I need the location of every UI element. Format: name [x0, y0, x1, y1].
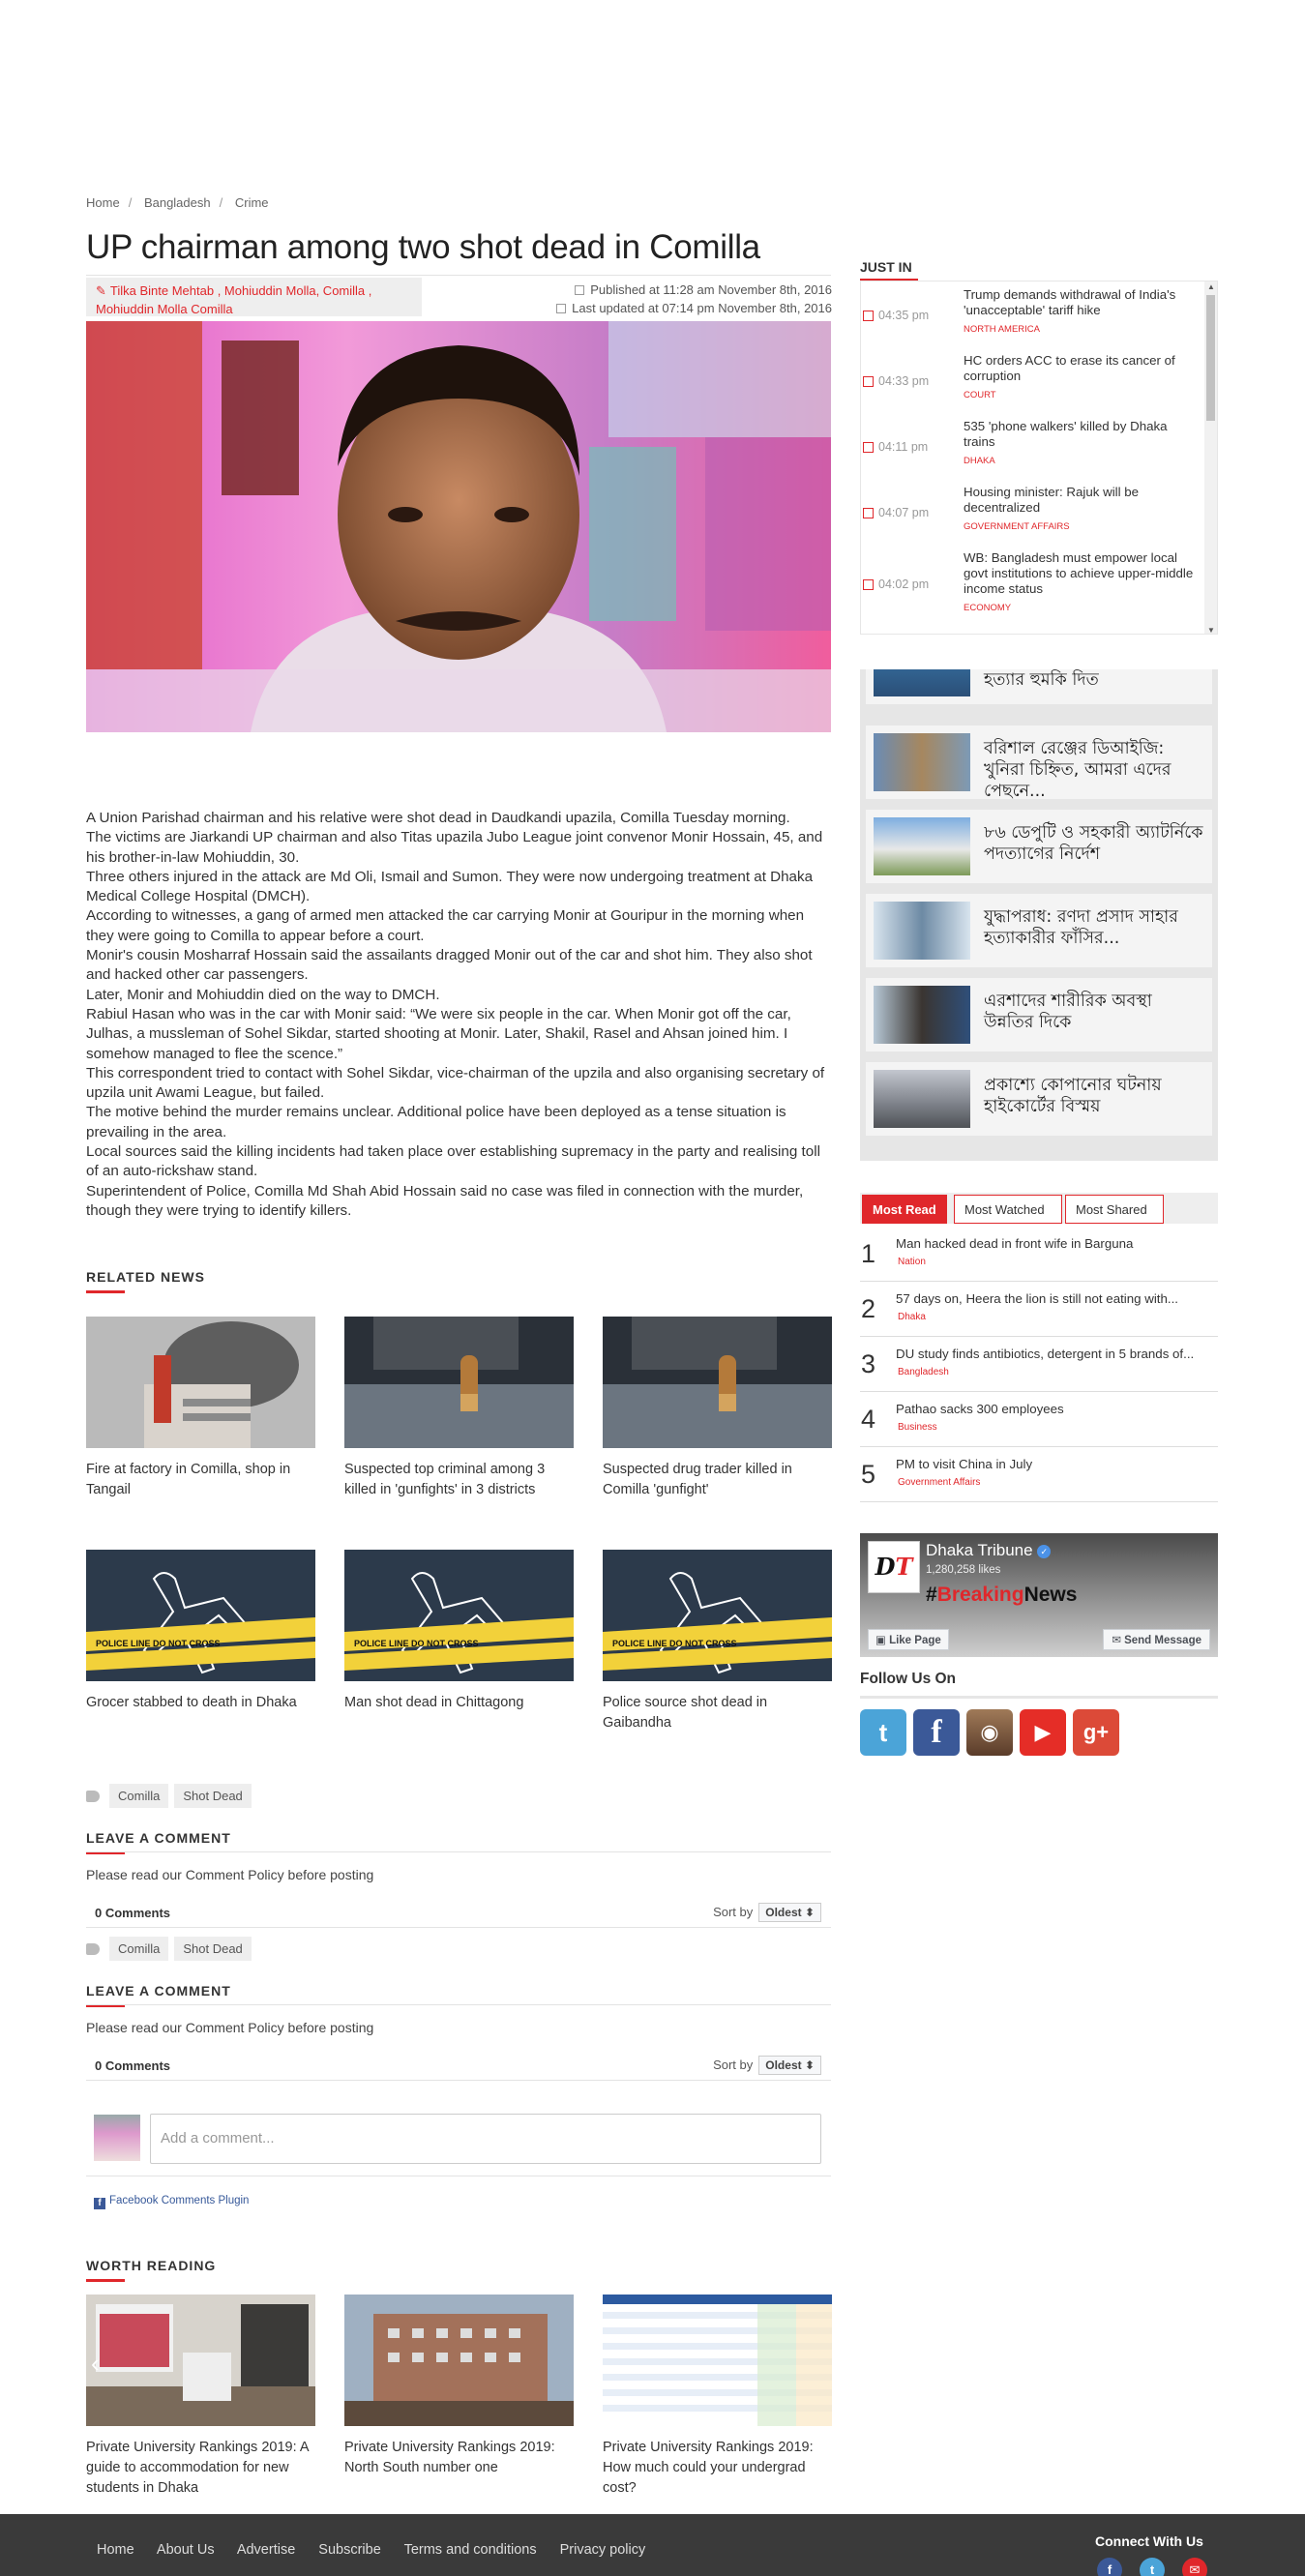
page-likes: 1,280,258 likes	[926, 1564, 1001, 1576]
rank-number: 3	[861, 1349, 876, 1378]
worth-title[interactable]: Private University Rankings 2019: A guide to accommodation for new students in Dhaka	[86, 2440, 309, 2496]
related-title[interactable]: Suspected top criminal among 3 killed in 'gunfights' in 3 districts	[344, 1462, 546, 1497]
bangla-news-item[interactable]	[866, 1062, 1212, 1136]
article-paragraph: Monir's cousin Mosharraf Hossain said the assailants dragged Monir out of the car and shot him. They also shot and hacked other car passengers.	[86, 947, 813, 984]
footer-link-advertise[interactable]: Advertise	[236, 2542, 296, 2558]
twitter-icon[interactable]: t	[860, 1709, 906, 1756]
tag-shot-dead[interactable]: Shot Dead	[174, 1784, 251, 1808]
related-title[interactable]: Fire at factory in Comilla, shop in Tangail	[86, 1462, 291, 1497]
bangla-news-thumb[interactable]	[874, 733, 970, 791]
related-thumb[interactable]	[344, 1550, 574, 1681]
instagram-icon[interactable]: ◉	[966, 1709, 1013, 1756]
scroll-up-icon[interactable]: ▲	[1207, 282, 1215, 291]
footer-link-terms[interactable]: Terms and conditions	[403, 2542, 537, 2558]
worth-title[interactable]: Private University Rankings 2019: North South number one	[344, 2440, 555, 2475]
breadcrumb: Home / Bangladesh / Crime	[86, 195, 269, 210]
facebook-page-widget[interactable]	[860, 1533, 1218, 1657]
most-read-category[interactable]: Business	[898, 1422, 937, 1433]
bangla-news-box	[860, 669, 1218, 1161]
leave-comment-heading: LEAVE A COMMENT	[86, 1830, 231, 1846]
facebook-icon: ▣	[875, 1635, 890, 1646]
worth-card[interactable]	[603, 2295, 832, 2499]
footer	[0, 2514, 1305, 2576]
author-box	[86, 278, 422, 316]
just-in-category[interactable]: ECONOMY	[964, 603, 1012, 613]
tag-shot-dead[interactable]: Shot Dead	[174, 1937, 251, 1961]
worth-thumb[interactable]	[86, 2295, 315, 2426]
bangla-news-thumb[interactable]	[874, 669, 970, 696]
divider	[86, 1851, 831, 1852]
chevron-left-icon[interactable]: ‹	[91, 2349, 100, 2378]
tag-icon	[86, 1791, 100, 1802]
worth-title[interactable]: Private University Rankings 2019: How much could your undergrad cost?	[603, 2440, 814, 2496]
article-paragraph: Superintendent of Police, Comilla Md Shah Abid Hossain said no case was filed in connection with the murder, though they were trying to identify killers.	[86, 1182, 804, 1219]
bangla-news-title[interactable]: হত্যার হুমকি দিত	[984, 670, 1099, 690]
just-in-time: 04:35 pm	[878, 309, 930, 322]
scrollbar[interactable]	[1204, 281, 1217, 635]
article-paragraph: The victims are Jiarkandi UP chairman and also Titas upazila Jubo League joint convenor Monir Hossain, 45, and his brother-in-law Mohiuddin, 30.	[86, 829, 823, 866]
follow-us-heading: Follow Us On	[860, 1671, 957, 1687]
bangla-news-title[interactable]: ৮৬ ডেপুটি ও সহকারী অ্যাটর্নিকে পদত্যাগের নির্দেশ	[984, 823, 1203, 864]
bangla-news-title[interactable]: বরিশাল রেঞ্জের ডিআইজি: খুনিরা চিহ্নিত, আমরা এদের পেছনে...	[984, 739, 1172, 801]
related-card[interactable]	[344, 1317, 574, 1500]
author-links[interactable]: Tilka Binte Mehtab , Mohiuddin Molla, Comilla ,	[109, 283, 372, 298]
comment-composer	[86, 2109, 831, 2176]
tag-list	[86, 1937, 257, 1961]
divider	[860, 1696, 1218, 1699]
footer-link-home[interactable]: Home	[97, 2542, 134, 2558]
bangla-news-thumb[interactable]	[874, 902, 970, 960]
related-card[interactable]	[603, 1317, 832, 1500]
sort-label: Sort by	[713, 2058, 754, 2072]
article-paragraph: This correspondent tried to contact with Sohel Sikdar, vice-chairman of the upzila and also organising secretary of upzila unit Awami League, but failed.	[86, 1064, 825, 1102]
worth-thumb[interactable]	[344, 2295, 574, 2426]
related-card[interactable]	[603, 1550, 832, 1733]
sort-value: Oldest	[765, 2058, 802, 2072]
dhaka-tribune-logo[interactable]: DT	[868, 1541, 920, 1593]
worth-thumb[interactable]	[603, 2295, 832, 2426]
comment-bar	[86, 2052, 831, 2081]
published-time: Published at 11:28 am November 8th, 2016	[590, 282, 832, 297]
most-read-item[interactable]	[860, 1393, 1218, 1447]
most-read-item[interactable]	[860, 1283, 1218, 1337]
like-page-button[interactable]: ▣ Like Page	[868, 1629, 949, 1650]
most-read-category[interactable]: Nation	[898, 1257, 926, 1267]
bangla-news-item[interactable]	[866, 978, 1212, 1051]
worth-card[interactable]	[86, 2295, 315, 2499]
comment-bar	[86, 1899, 831, 1928]
tab-most-read[interactable]: Most Read	[862, 1195, 947, 1224]
plugin-label[interactable]: Facebook Comments Plugin	[109, 2195, 250, 2206]
related-title[interactable]: Police source shot dead in Gaibandha	[603, 1695, 768, 1731]
comment-policy: Please read our Comment Policy before posting	[86, 1867, 374, 1882]
bangla-news-item[interactable]	[866, 810, 1212, 883]
most-tabs	[860, 1193, 1218, 1224]
bangla-news-thumb[interactable]	[874, 817, 970, 875]
article-paragraph: A Union Parishad chairman and his relative were shot dead in Daudkandi upazila, Comilla Tuesday morning.	[86, 810, 790, 826]
comment-input[interactable]: Add a comment...	[150, 2114, 821, 2164]
most-read-title[interactable]: 57 days on, Heera the lion is still not eating with...	[896, 1291, 1178, 1306]
sort-control	[713, 1903, 821, 1922]
related-card[interactable]	[344, 1550, 574, 1713]
checkbox-icon	[863, 376, 874, 387]
verified-icon: ✓	[1037, 1545, 1051, 1558]
just-in-title[interactable]: HC orders ACC to erase its cancer of corruption	[964, 353, 1175, 383]
just-in-list	[860, 281, 1218, 635]
youtube-icon[interactable]: ▶	[1020, 1709, 1066, 1756]
page-name[interactable]: Dhaka Tribune ✓	[926, 1541, 1051, 1560]
sort-value: Oldest	[765, 1906, 802, 1919]
tab-most-shared[interactable]: Most Shared	[1065, 1195, 1164, 1224]
related-thumb[interactable]	[603, 1317, 832, 1448]
divider	[86, 2004, 831, 2005]
comment-count: 0 Comments	[95, 2058, 171, 2073]
article-paragraph: Local sources said the killing incidents had taken place over establishing supremacy in the party and realising toll of an auto-rickshaw stand.	[86, 1143, 820, 1180]
twitter-icon[interactable]: t	[1140, 2558, 1165, 2576]
tape-text: POLICE LINE DO NOT CROSS	[96, 1639, 221, 1648]
facebook-icon[interactable]: f	[1097, 2558, 1122, 2576]
publish-info	[542, 281, 832, 317]
just-in-category[interactable]: COURT	[964, 390, 996, 400]
article-paragraph: The motive behind the murder remains unclear. Additional police have been deployed as a tense situation is prevailing in the area.	[86, 1104, 786, 1140]
rank-number: 1	[861, 1239, 876, 1268]
avatar	[94, 2115, 140, 2161]
scrollbar-thumb[interactable]	[1206, 295, 1215, 421]
tag-icon	[86, 1943, 100, 1955]
bangla-news-thumb[interactable]	[874, 1070, 970, 1128]
tab-most-watched[interactable]: Most Watched	[954, 1195, 1062, 1224]
tape-text: POLICE LINE DO NOT CROSS	[354, 1639, 479, 1648]
rank-number: 4	[861, 1405, 876, 1434]
footer-links	[97, 2542, 665, 2558]
article-paragraph: Rabiul Hasan who was in the car with Monir said: “We were six people in the car. When Monir got off the car, Julhas, a mussleman of Sohel Sikdar, started shooting at Monir. Later, Shakil, Rasel and Ahsan joined him. I somehow managed to flee the scence.”	[86, 1005, 791, 1062]
just-in-time: 04:33 pm	[878, 374, 930, 388]
breadcrumb-bangladesh[interactable]: Bangladesh	[143, 195, 211, 210]
author-links-2[interactable]: Mohiuddin Molla Comilla	[96, 302, 233, 316]
sort-select[interactable]: Oldest ⬍	[758, 1903, 821, 1922]
checkbox-icon	[863, 311, 874, 321]
footer-link-subscribe[interactable]: Subscribe	[318, 2542, 381, 2558]
pen-icon: ✎	[96, 283, 106, 298]
rank-number: 2	[861, 1294, 876, 1323]
most-read-category[interactable]: Dhaka	[898, 1312, 926, 1322]
just-in-category[interactable]: NORTH AMERICA	[964, 324, 1041, 335]
facebook-comments-plugin[interactable]	[94, 2195, 249, 2209]
message-icon: ✉	[1112, 1635, 1125, 1646]
footer-link-privacy[interactable]: Privacy policy	[559, 2542, 646, 2558]
bangla-news-title[interactable]: যুদ্ধাপরাধ: রণদা প্রসাদ সাহার হত্যাকারীর ফাঁসির...	[984, 907, 1178, 948]
sort-control	[713, 2056, 821, 2075]
connect-heading: Connect With Us	[1095, 2533, 1203, 2549]
tag-comilla[interactable]: Comilla	[109, 1784, 168, 1808]
most-read-title[interactable]: Man hacked dead in front wife in Barguna	[896, 1236, 1134, 1251]
just-in-time: 04:11 pm	[878, 440, 929, 454]
related-thumb[interactable]	[86, 1550, 315, 1681]
google-plus-icon[interactable]: g+	[1073, 1709, 1119, 1756]
bangla-news-item[interactable]	[866, 725, 1212, 799]
bangla-news-thumb[interactable]	[874, 986, 970, 1044]
article-title: UP chairman among two shot dead in Comilla	[86, 228, 760, 266]
footer-link-about[interactable]: About Us	[156, 2542, 215, 2558]
article-hero-image	[86, 321, 831, 732]
most-read-title[interactable]: PM to visit China in July	[896, 1457, 1033, 1471]
bangla-news-item[interactable]	[866, 894, 1212, 967]
tag-comilla[interactable]: Comilla	[109, 1937, 168, 1961]
updated-time: Last updated at 07:14 pm November 8th, 2016	[572, 301, 832, 315]
sort-label: Sort by	[713, 1905, 754, 1919]
rank-number: 5	[861, 1460, 876, 1489]
tape-text: POLICE LINE DO NOT CROSS	[612, 1639, 737, 1648]
related-thumb[interactable]	[603, 1550, 832, 1681]
most-read-item[interactable]	[860, 1338, 1218, 1392]
bangla-news-title[interactable]: প্রকাশ্যে কোপানোর ঘটনায় হাইকোর্টের বিস্ময়	[984, 1076, 1162, 1116]
most-read-item[interactable]	[860, 1228, 1218, 1282]
just-in-time: 04:02 pm	[878, 577, 930, 591]
checkbox-icon	[863, 579, 874, 590]
just-in-time: 04:07 pm	[878, 506, 930, 519]
related-card[interactable]	[86, 1550, 315, 1713]
sort-select[interactable]: Oldest ⬍	[758, 2056, 821, 2075]
bangla-news-item[interactable]	[866, 669, 1212, 704]
bangla-news-title[interactable]: এরশাদের শারীরিক অবস্থা উন্নতির দিকে	[984, 992, 1152, 1032]
leave-comment-heading: LEAVE A COMMENT	[86, 1983, 231, 1999]
related-title[interactable]: Man shot dead in Chittagong	[344, 1695, 524, 1710]
breadcrumb-crime[interactable]: Crime	[234, 195, 269, 210]
just-in-heading: JUST IN	[860, 259, 912, 275]
just-in-title[interactable]: Housing minister: Rajuk will be decentralized	[964, 485, 1140, 515]
most-read-category[interactable]: Bangladesh	[898, 1367, 949, 1377]
comment-count: 0 Comments	[95, 1906, 171, 1920]
breadcrumb-home[interactable]: Home	[86, 195, 120, 210]
tag-list	[86, 1784, 257, 1808]
most-read-title[interactable]: Pathao sacks 300 employees	[896, 1402, 1064, 1416]
article-paragraph: According to witnesses, a gang of armed men attacked the car carrying Monir at Gouripur in the morning when they were going to Comilla to appear before a court.	[86, 907, 805, 944]
just-in-title[interactable]: WB: Bangladesh must empower local govt institutions to achieve upper-middle income status	[964, 550, 1194, 596]
calendar-icon	[556, 304, 566, 313]
checkbox-icon	[863, 508, 874, 518]
most-read-item[interactable]	[860, 1448, 1218, 1502]
facebook-icon[interactable]: f	[913, 1709, 960, 1756]
related-news-heading: RELATED NEWS	[86, 1269, 205, 1285]
divider	[86, 275, 831, 276]
worth-card[interactable]	[344, 2295, 574, 2478]
checkbox-icon	[863, 442, 874, 453]
email-icon[interactable]: ✉	[1182, 2558, 1207, 2576]
article-body	[86, 809, 831, 1221]
breaking-news-banner: #BreakingNews	[926, 1584, 1078, 1606]
just-in-category[interactable]: DHAKA	[964, 456, 995, 466]
most-read-title[interactable]: DU study finds antibiotics, detergent in 5 brands of...	[896, 1347, 1195, 1361]
related-title[interactable]: Suspected drug trader killed in Comilla 'gunfight'	[603, 1462, 792, 1497]
worth-reading-heading: WORTH READING	[86, 2258, 217, 2273]
just-in-title[interactable]: Trump demands withdrawal of India's 'unacceptable' tariff hike	[964, 287, 1176, 317]
calendar-icon	[575, 285, 584, 295]
related-thumb[interactable]	[86, 1317, 315, 1448]
facebook-icon: f	[94, 2198, 105, 2209]
article-paragraph: Three others injured in the attack are Md Oli, Ismail and Sumon. They were now undergoing treatment at Dhaka Medical College Hospital (DMCH).	[86, 868, 814, 905]
send-message-button[interactable]: ✉ Send Message	[1103, 1629, 1210, 1650]
related-thumb[interactable]	[344, 1317, 574, 1448]
comment-policy: Please read our Comment Policy before posting	[86, 2020, 374, 2035]
just-in-category[interactable]: GOVERNMENT AFFAIRS	[964, 521, 1070, 532]
related-title[interactable]: Grocer stabbed to death in Dhaka	[86, 1695, 297, 1710]
related-card[interactable]	[86, 1317, 315, 1500]
article-paragraph: Later, Monir and Mohiuddin died on the way to DMCH.	[86, 986, 440, 1003]
most-read-category[interactable]: Government Affairs	[898, 1477, 981, 1488]
scroll-down-icon[interactable]: ▼	[1207, 626, 1215, 635]
just-in-title[interactable]: 535 'phone walkers' killed by Dhaka trains	[964, 419, 1168, 449]
